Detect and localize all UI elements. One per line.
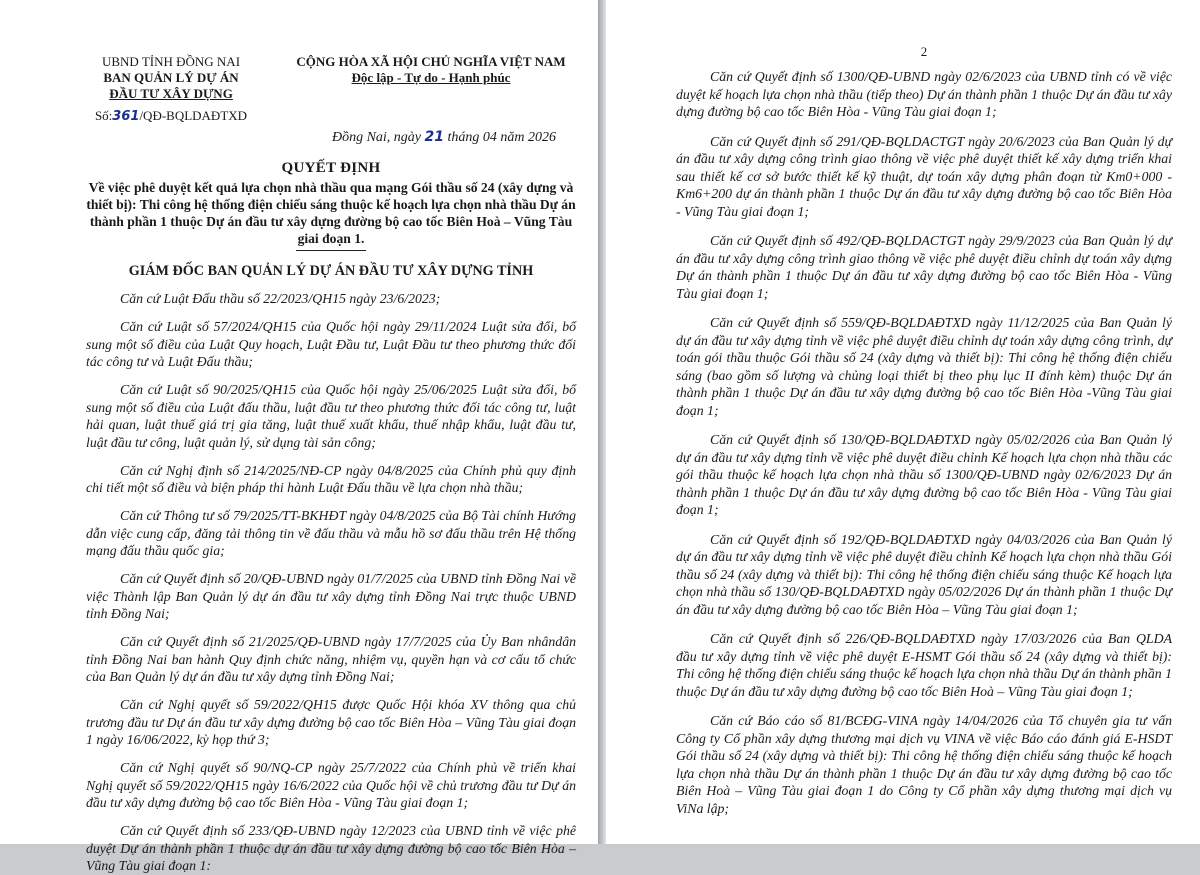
document-number-suffix: /QĐ-BQLDAĐTXD bbox=[139, 108, 248, 123]
legal-basis-list bbox=[86, 290, 576, 875]
legal-basis-paragraph: Căn cứ Quyết định số 130/QĐ-BQLDAĐTXD ngày 05/02/2026 của Ban Quản lý dự án đầu tư xây dựng tỉnh về việc phê duyệt điều chỉnh Kế hoạch lựa chọn nhà thầu các gói thầu thuộc kế hoạch lựa chọn nhà thầu số 1300/QĐ-UBND ngày 02/6/2023 Dự án thành phần 1 thuộc Dự án đầu tư xây dựng đường bộ cao tốc Biên Hòa - Vũng Tàu giai đoạn 1; bbox=[676, 432, 1172, 517]
legal-basis-paragraph: Căn cứ Quyết định số 492/QĐ-BQLDACTGT ngày 29/9/2023 của Ban Quản lý dự án đầu tư xây dựng công trình giao thông về việc phê duyệt điều chỉnh dự toán xây dựng Dự án thành phần 1 thuộc Dự án đầu tư xây dựng đường bộ cao tốc Biên Hòa - Vũng Tàu giai đoạn 1; bbox=[676, 233, 1172, 301]
legal-basis-paragraph: Căn cứ Nghị quyết số 90/NQ-CP ngày 25/7/2022 của Chính phủ về triển khai Nghị quyết số 59/2022/QH15 ngày 16/6/2022 của Quốc hội về chủ trương đầu tư Dự án đầu tư xây dựng đường bộ cao tốc Biên Hòa - Vũng Tàu giai đoạn 1; bbox=[86, 760, 576, 810]
legal-basis-paragraph: Căn cứ Luật Đấu thầu số 22/2023/QH15 ngày 23/6/2023; bbox=[120, 291, 441, 306]
legal-basis-list-continued bbox=[676, 68, 1172, 817]
document-title: QUYẾT ĐỊNH bbox=[281, 160, 381, 176]
date-suffix: tháng 04 năm 2026 bbox=[444, 130, 556, 145]
legal-basis-paragraph: Căn cứ Luật số 90/2025/QH15 của Quốc hội ngày 25/06/2025 Luật sửa đổi, bổ sung một số điều của Luật đấu thầu, luật đầu tư theo phương thức đối tác công tư, luật hải quan, luật thuế giá trị gia tăng, luật thuế xuất khẩu, thuế nhập khẩu, luật đầu tư, luật đầu tư công, luật quản lý, sử dụng tài sản công; bbox=[86, 382, 576, 450]
legal-basis-paragraph: Căn cứ Luật số 57/2024/QH15 của Quốc hội ngày 29/11/2024 Luật sửa đổi, bổ sung một số điều của Luật Quy hoạch, Luật Đầu tư, Luật Đầu tư theo phương thức đối tác công tư và Luật Đấu thầu; bbox=[86, 319, 576, 369]
legal-basis-paragraph: Căn cứ Quyết định số 291/QĐ-BQLDACTGT ngày 20/6/2023 của Ban Quản lý dự án đầu tư xây dựng công trình giao thông về việc phê duyệt thiết kế xây dựng triển khai sau thiết kế cơ sở bước thiết kế kỹ thuật, dự toán xây dựng phân đoạn từ Km0+000 - Km6+200 dự án thành phần 1 thuộc Dự án đầu tư xây dựng đường bộ cao tốc Biên Hòa - Vũng Tàu giai đoạn 1; bbox=[676, 133, 1172, 219]
national-motto bbox=[286, 54, 576, 125]
legal-basis-paragraph: Căn cứ Quyết định số 20/QĐ-UBND ngày 01/7/2025 của UBND tỉnh Đồng Nai về việc Thành lập Ban Quản lý dự án đầu tư xây dựng tỉnh Đồng Nai trực thuộc UBND tỉnh Đồng Nai; bbox=[86, 571, 576, 621]
legal-basis-paragraph: Căn cứ Báo cáo số 81/BCĐG-VINA ngày 14/04/2026 của Tổ chuyên gia tư vấn Công ty Cổ phần xây dựng thương mại dịch vụ VINA về việc Báo cáo đánh giá E-HSDT Gói thầu số 24 (xây dựng và thiết bị): Thi công hệ thống điện chiếu sáng thuộc kế hoạch lựa chọn nhà thầu Dự án thành phần 1 thuộc Dự án đầu tư xây dựng đường bộ cao tốc Biên Hoà – Vũng Tàu giai đoạn 1 do Công ty Cổ phần xây dựng thương mại dịch vụ ViNa lập; bbox=[676, 713, 1172, 816]
agency-name-line2: ĐẦU TƯ XÂY DỰNG bbox=[109, 86, 233, 101]
legal-basis-paragraph: Căn cứ Quyết định số 192/QĐ-BQLDAĐTXD ngày 04/03/2026 của Ban Quản lý dự án đầu tư xây dựng tỉnh về việc phê duyệt điều chỉnh Kế hoạch lựa chọn nhà thầu Gói thầu số 24 (xây dựng và thiết bị): Thi công hệ thống điện chiếu sáng thuộc Kế hoạch lựa chọn nhà thầu số 130/QĐ-BQLDAĐTXD ngày 05/02/2026 Dự án thành phần 1 thuộc Dự án đầu tư xây dựng đường bộ cao tốc Biên Hòa – Vũng Tàu giai đoạn 1; bbox=[676, 531, 1172, 617]
legal-basis-paragraph: Căn cứ Quyết định số 1300/QĐ-UBND ngày 02/6/2023 của UBND tỉnh có về việc duyệt kế hoạch lựa chọn nhà thầu (tiếp theo) Dự án thành phần 1 thuộc Dự án đầu tư xây dựng đường bộ cao tốc Biên Hòa - Vũng Tàu giai đoạn 1; bbox=[676, 69, 1172, 119]
subject-divider bbox=[296, 250, 366, 251]
date-prefix: Đồng Nai, ngày bbox=[331, 130, 425, 145]
legal-basis-paragraph: Căn cứ Thông tư số 79/2025/TT-BKHĐT ngày 04/8/2025 của Bộ Tài chính Hướng dẫn việc cung cấp, đăng tải thông tin về đấu thầu và mẫu hồ sơ đấu thầu trên Hệ thống mạng đấu thầu quốc gia; bbox=[86, 508, 576, 558]
document-header bbox=[86, 54, 576, 125]
document-subject: Về việc phê duyệt kết quả lựa chọn nhà thầu qua mạng Gói thầu số 24 (xây dựng và thiết bị): Thi công hệ thống điện chiếu sáng thuộc kế hoạch lựa chọn nhà thầu Dự án thành phần 1 thuộc Dự án đầu tư xây dựng đường bộ cao tốc Biên Hoà – Vũng Tàu giai đoạn 1. bbox=[86, 180, 576, 246]
legal-basis-paragraph: Căn cứ Quyết định số 21/2025/QĐ-UBND ngày 17/7/2025 của Ủy Ban nhândân tỉnh Đồng Nai ban hành Quy định chức năng, nhiệm vụ, quyền hạn và cơ cấu tổ chức của Ban Quản lý dự án đầu tư xây dựng tỉnh Đồng Nai; bbox=[86, 634, 576, 684]
legal-basis-paragraph: Căn cứ Nghị quyết số 59/2022/QH15 được Quốc Hội khóa XV thông qua chủ trương đầu tư Dự án đầu tư xây dựng đường bộ cao tốc Biên Hòa – Vũng Tàu giai đoạn 1 ngày 16/06/2022, kỳ họp thứ 3; bbox=[86, 697, 576, 747]
issuing-agency bbox=[86, 54, 256, 125]
document-number-prefix: Số: bbox=[94, 108, 113, 123]
legal-basis-paragraph: Căn cứ Quyết định số 233/QĐ-UBND ngày 12/2023 của UBND tỉnh về việc phê duyệt Dự án thành phần 1 thuộc dự án đầu tư xây dựng đường bộ cao tốc Biên Hòa – Vũng Tàu giai đoạn 1: bbox=[86, 823, 576, 873]
motto: Độc lập - Tự do - Hạnh phúc bbox=[351, 70, 511, 85]
document-page-1 bbox=[0, 0, 598, 873]
page-number: 2 bbox=[920, 44, 928, 59]
document-date bbox=[86, 129, 576, 146]
issuer-title: GIÁM ĐỐC BAN QUẢN LÝ DỰ ÁN ĐẦU TƯ XÂY DỰNG TỈNH bbox=[128, 263, 534, 279]
handwritten-number: 361 bbox=[112, 109, 140, 124]
legal-basis-paragraph: Căn cứ Quyết định số 559/QĐ-BQLDAĐTXD ngày 11/12/2025 của Ban Quản lý dự án đầu tư xây dựng tỉnh về việc phê duyệt điều chỉnh dự toán xây dựng công trình, dự toán gói thầu thuộc Gói thầu số 24 (xây dựng và thiết bị): Thi công hệ thống điện chiếu sáng (bao gồm số lượng và chủng loại thiết bị theo phụ lục II đính kèm) thuộc Dự án thành phần 1 thuộc Dự án đầu tư xây dựng đường bộ cao tốc Biên Hòa -Vũng Tàu giai đoạn 1; bbox=[676, 315, 1172, 418]
agency-name-line1: BAN QUẢN LÝ DỰ ÁN bbox=[103, 70, 239, 85]
country-name: CỘNG HÒA XÃ HỘI CHỦ NGHĨA VIỆT NAM bbox=[296, 54, 566, 69]
agency-parent: UBND TỈNH ĐỒNG NAI bbox=[101, 54, 241, 69]
document-page-2 bbox=[606, 0, 1200, 844]
handwritten-day: 21 bbox=[424, 129, 444, 145]
legal-basis-paragraph: Căn cứ Nghị định số 214/2025/NĐ-CP ngày 04/8/2025 của Chính phủ quy định chi tiết một số điều và biện pháp thi hành Luật Đấu thầu về lựa chọn nhà thầu; bbox=[86, 462, 576, 495]
page-gap bbox=[598, 0, 606, 844]
document-number bbox=[86, 108, 256, 125]
legal-basis-paragraph: Căn cứ Quyết định số 226/QĐ-BQLDAĐTXD ngày 17/03/2026 của Ban QLDA đầu tư xây dựng tỉnh về việc phê duyệt E-HSMT Gói thầu số 24 (xây dựng và thiết bị): Thi công hệ thống điện chiếu sáng thuộc kế hoạch lựa chọn nhà thầu Dự án thành phần 1 thuộc Dự án đầu tư xây dựng đường bộ cao tốc Biên Hoà – Vũng Tàu giai đoạn 1; bbox=[676, 631, 1172, 699]
